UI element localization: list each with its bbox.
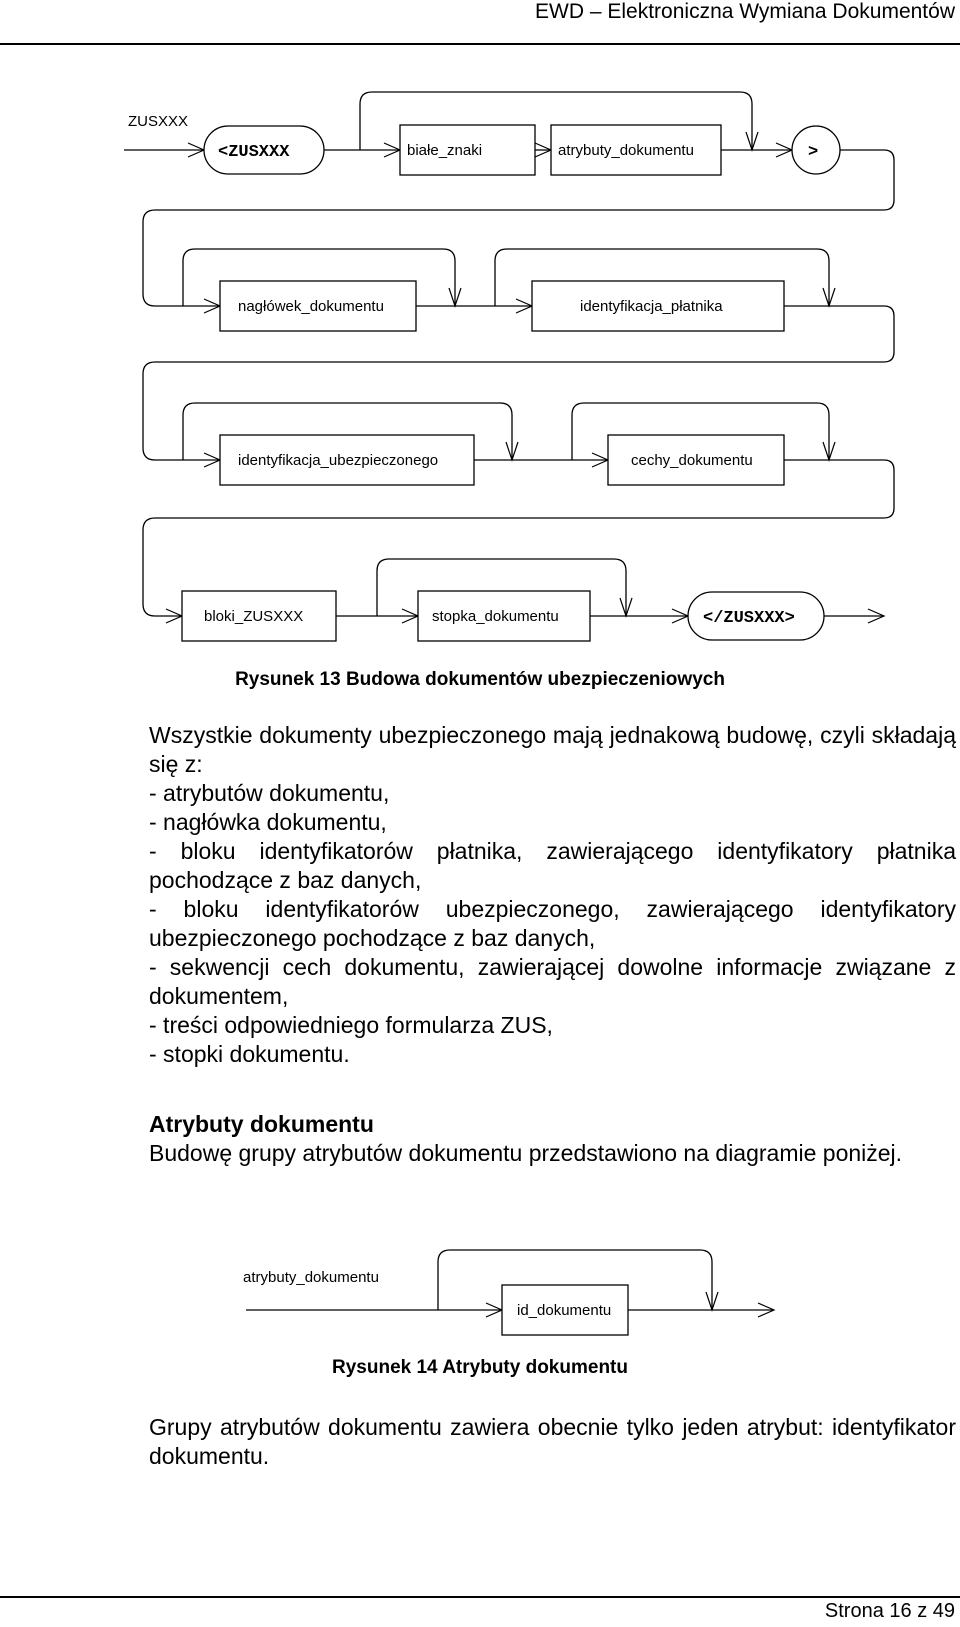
list-item-ubezpieczony: - bloku identyfikatorów ubezpieczonego, zawierającego identyfikatory ubezpieczonego pochodzące z baz danych,	[149, 896, 956, 951]
syntax-diagram-atrybuty	[0, 1235, 960, 1345]
figure-13-caption: Rysunek 13 Budowa dokumentów ubezpieczeniowych	[235, 669, 725, 690]
node-cechy-dokumentu-label: cechy_dokumentu	[631, 452, 753, 469]
body-text-block	[149, 721, 956, 1069]
node-open-tag-label: <ZUSXXX	[218, 143, 290, 162]
intro-paragraph: Wszystkie dokumenty ubezpieczonego mają jednakową budowę, czyli składają się z:	[149, 722, 956, 777]
syntax-diagram-zusxxx	[0, 80, 960, 655]
list-item-stopka: - stopki dokumentu.	[149, 1041, 350, 1067]
figure-14-caption: Rysunek 14 Atrybuty dokumentu	[332, 1357, 628, 1378]
diagram14-start-label: atrybuty_dokumentu	[243, 1269, 379, 1286]
node-close-bracket-label: >	[808, 143, 819, 162]
page-number: Strona 16 z 49	[824, 1600, 955, 1622]
list-item-cechy: - sekwencji cech dokumentu, zawierającej dowolne informacje związane z dokumentem,	[149, 954, 956, 1009]
list-item-platnik: - bloku identyfikatorów płatnika, zawierającego identyfikatory płatnika pochodzące z baz danych,	[149, 838, 956, 893]
page-header-title: EWD – Elektroniczna Wymiana Dokumentów	[535, 0, 955, 23]
diagram-start-label: ZUSXXX	[128, 113, 189, 130]
node-naglowek-dokumentu-label: nagłówek_dokumentu	[238, 298, 384, 315]
header-rule	[0, 43, 960, 45]
list-item-naglowek: - nagłówka dokumentu,	[149, 809, 387, 835]
section-paragraph: Budowę grupy atrybutów dokumentu przedstawiono na diagramie poniżej.	[149, 1140, 903, 1166]
node-stopka-dokumentu-label: stopka_dokumentu	[432, 608, 559, 625]
node-bloki-zusxxx-label: bloki_ZUSXXX	[204, 608, 304, 625]
node-identyfikacja-ubezpieczonego-label: identyfikacja_ubezpieczonego	[238, 452, 439, 469]
list-item-tresc: - treści odpowiedniego formularza ZUS,	[149, 1012, 553, 1038]
closing-paragraph: Grupy atrybutów dokumentu zawiera obecnie tylko jeden atrybut: identyfikator dokumentu.	[149, 1414, 956, 1469]
node-biale-znaki-label: białe_znaki	[407, 142, 483, 159]
footer-rule	[0, 1596, 960, 1598]
node-close-tag-label: </ZUSXXX>	[703, 609, 795, 628]
node-id-dokumentu-label: id_dokumentu	[517, 1302, 612, 1319]
section-heading: Atrybuty dokumentu	[149, 1111, 374, 1137]
node-atrybuty-dokumentu-label: atrybuty_dokumentu	[558, 142, 694, 159]
section-atrybuty	[149, 1110, 956, 1168]
list-item-atrybuty: - atrybutów dokumentu,	[149, 780, 390, 806]
closing-block	[149, 1413, 956, 1471]
node-identyfikacja-platnika-label: identyfikacja_płatnika	[580, 298, 723, 315]
